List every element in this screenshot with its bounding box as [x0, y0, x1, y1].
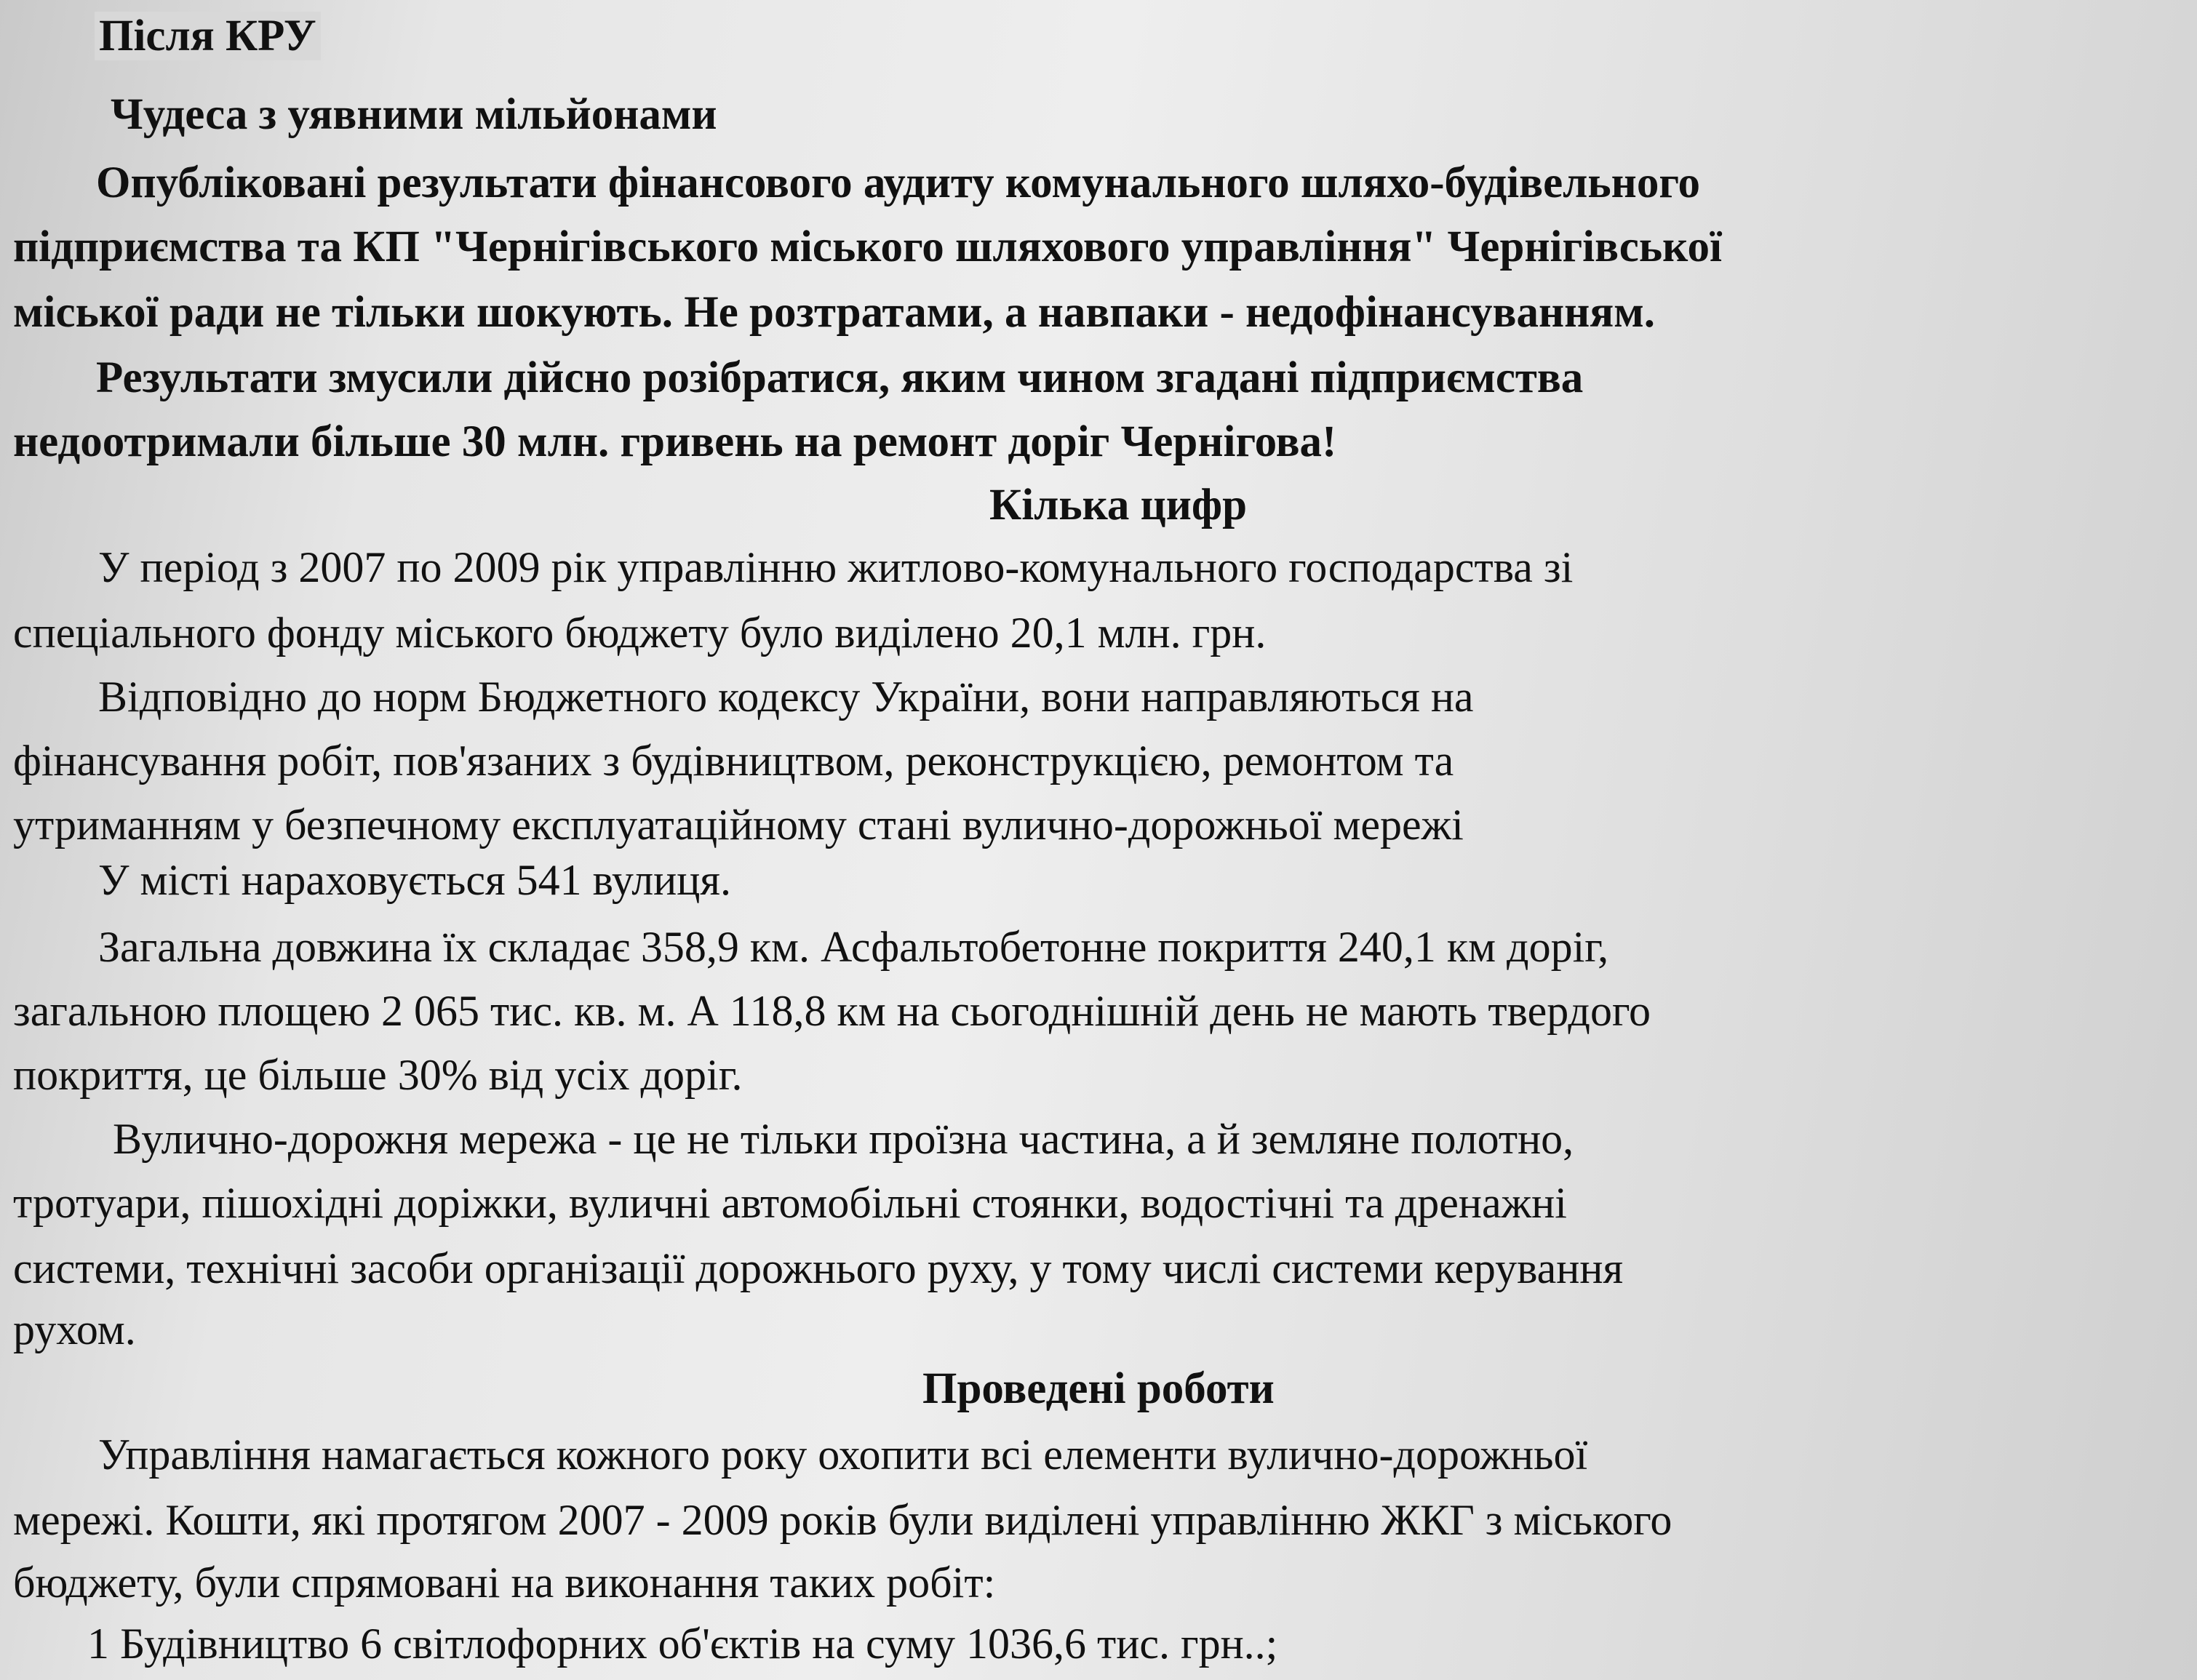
section1-line-3: Відповідно до норм Бюджетного кодексу України, вони направляються на [98, 673, 1474, 721]
section1-line-13: рухом. [13, 1305, 136, 1353]
section1-line-4: фінансування робіт, пов'язаних з будівництвом, реконструкцією, ремонтом та [13, 737, 1454, 785]
section2-line-4: 1 Будівництво 6 світлофорних об'єктів на суму 1036,6 тис. грн..; [87, 1620, 1278, 1668]
header-label [95, 7, 321, 65]
section1-line-6: У місті нараховується 541 вулиця. [98, 856, 731, 904]
lead-line-4: Результати змусили дійсно розібратися, яким чином згадані підприємства [96, 353, 1584, 402]
section1-line-9: покриття, це більше 30% від усіх доріг. [13, 1051, 743, 1099]
section1-heading: Кілька цифр [989, 481, 1248, 529]
section1-line-12: системи, технічні засоби організації дорожнього руху, у тому числі системи керування [13, 1244, 1624, 1292]
section1-line-2: спеціального фонду міського бюджету було виділено 20,1 млн. грн. [13, 609, 1267, 657]
section2-heading: Проведені роботи [922, 1364, 1275, 1413]
section1-line-7: Загальна довжина їх складає 358,9 км. Асфальтобетонне покриття 240,1 км доріг, [98, 923, 1609, 971]
section2-line-2: мережі. Кошти, які протягом 2007 - 2009 років були виділені управлінню ЖКГ з міського [13, 1496, 1672, 1544]
lead-line-3: міської ради не тільки шокують. Не розтратами, а навпаки - недофінансуванням. [13, 288, 1656, 337]
section1-line-1: У період з 2007 по 2009 рік управлінню житлово-комунального господарства зі [98, 543, 1574, 591]
article-title: Чудеса з уявними мільйонами [111, 90, 717, 139]
section1-line-8: загальною площею 2 065 тис. кв. м. А 118,8 км на сьогоднішній день не мають твердого [13, 987, 1651, 1035]
lead-line-5: недоотримали більше 30 млн. гривень на ремонт доріг Чернігова! [13, 417, 1337, 466]
section1-line-10: Вулично-дорожня мережа - це не тільки проїзна частина, а й земляне полотно, [113, 1115, 1574, 1163]
section1-line-5: утриманням у безпечному експлуатаційному стані вулично-дорожньої мережі [13, 801, 1464, 849]
section1-line-11: тротуари, пішохідні доріжки, вуличні автомобільні стоянки, водостічні та дренажні [13, 1179, 1567, 1227]
lead-line-2: підприємства та КП "Чернігівського міського шляхового управління" Чернігівської [13, 223, 1722, 271]
section2-line-3: бюджету, були спрямовані на виконання таких робіт: [13, 1559, 996, 1607]
section2-line-1: Управління намагається кожного року охопити всі елементи вулично-дорожньої [98, 1431, 1588, 1479]
header-label-text: Після КРУ [95, 12, 321, 60]
lead-line-1: Опубліковані результати фінансового аудиту комунального шляхо-будівельного [96, 159, 1700, 207]
